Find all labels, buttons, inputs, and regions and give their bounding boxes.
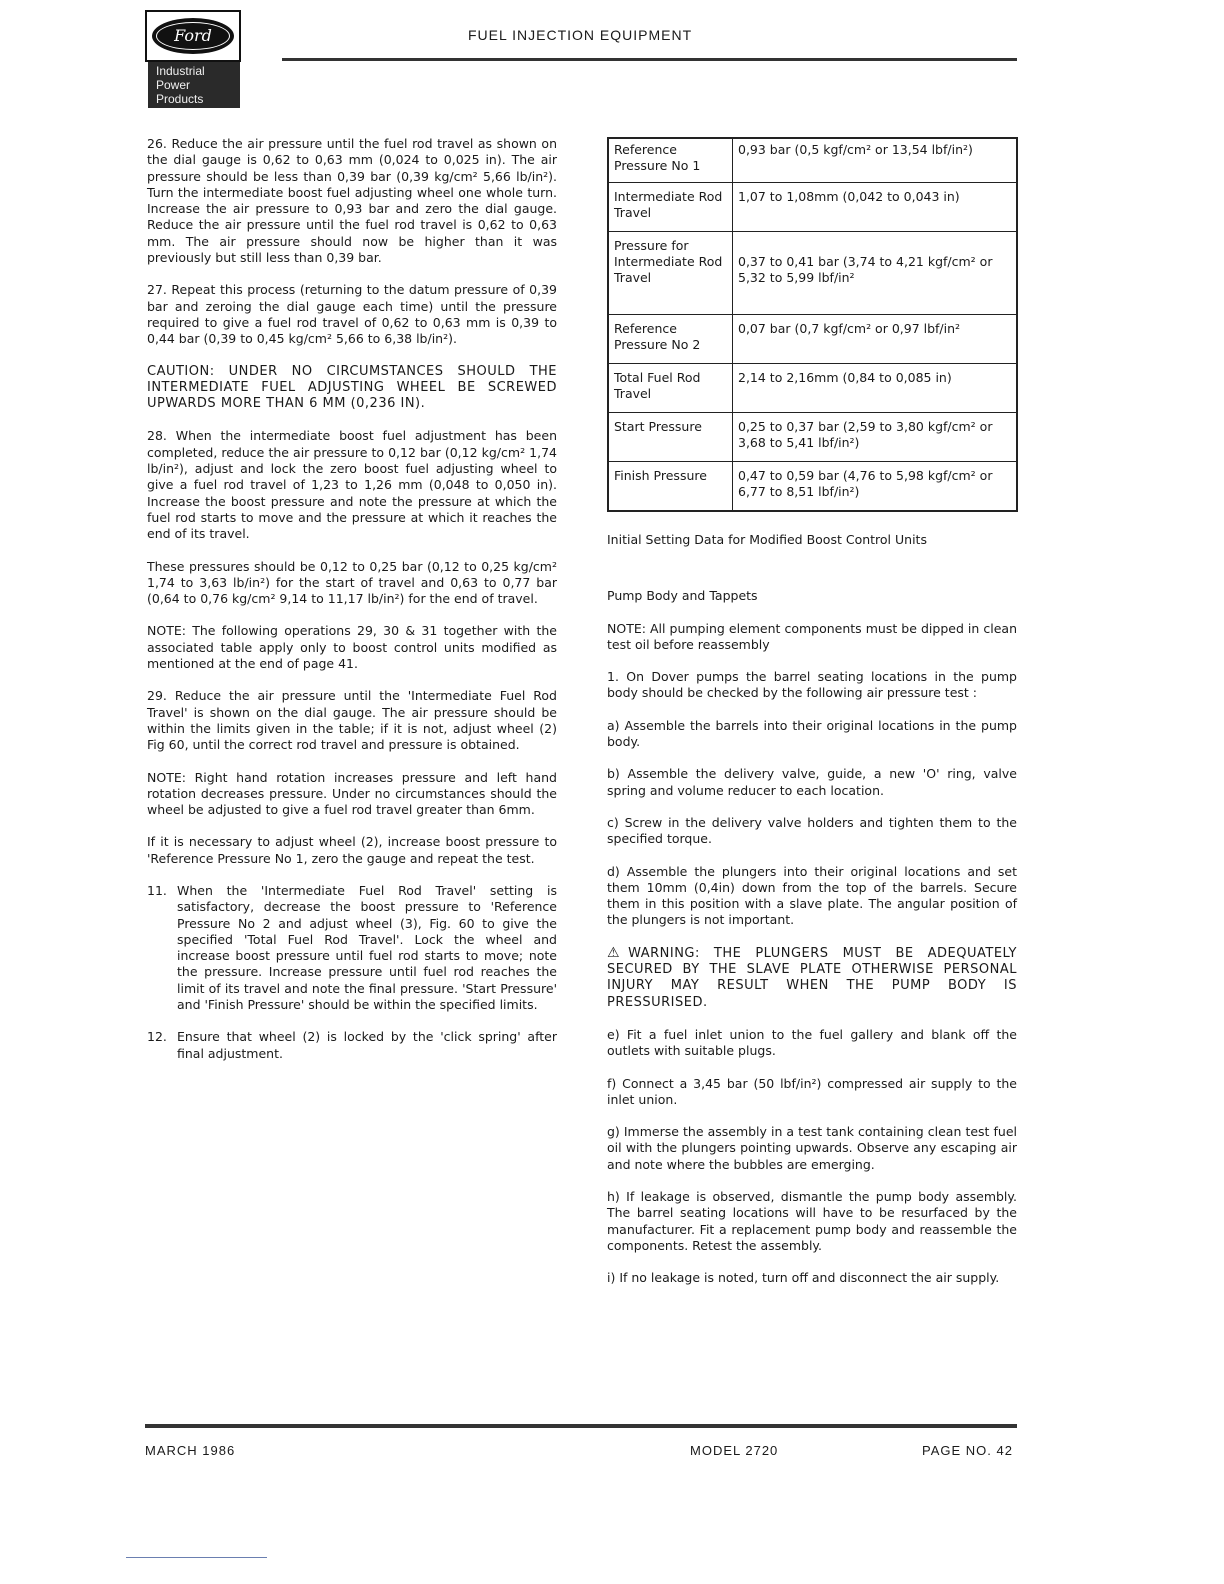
table-value: 0,93 bar (0,5 kgf/cm² or 13,54 lbf/in²) [733,138,1018,183]
step-b: b) Assemble the delivery valve, guide, a new 'O' ring, valve spring and volume reducer to each location. [607,766,1017,798]
ford-oval-emblem [152,18,234,54]
table-value: 0,07 bar (0,7 kgf/cm² or 0,97 lbf/in² [733,315,1018,364]
paragraph-if-adjust: If it is necessary to adjust wheel (2), increase boost pressure to 'Reference Pressure No 1, zero the gauge and repeat the test. [147,834,557,866]
table-value: 1,07 to 1,08mm (0,042 to 0,043 in) [733,183,1018,232]
step-e: e) Fit a fuel inlet union to the fuel gallery and blank off the outlets with suitable plugs. [607,1026,1017,1059]
footer-rule [145,1424,1017,1428]
table-label: Total Fuel Rod Travel [608,364,733,413]
paragraph-pressures: These pressures should be 0,12 to 0,25 bar (0,12 to 0,25 kg/cm² 1,74 to 3,63 lb/in²) for the start of travel and 0,63 to 0,77 bar (0,64 to 0,76 kg/cm² 9,14 to 11,17 lb/in²) for the end of travel. [147,558,557,607]
page-title: FUEL INJECTION EQUIPMENT [468,27,693,43]
brand-line: Products [156,92,204,106]
section-heading: Pump Body and Tappets [607,588,758,604]
warning-text: WARNING: THE PLUNGERS MUST BE ADEQUATELY SECURED BY THE SLAVE PLATE OTHERWISE PERSONAL INJURY MAY RESULT WHEN THE PUMP BODY IS PRESSURISED. [607,945,1017,1010]
ford-logo [145,10,241,62]
paragraph-27: 27. Repeat this process (returning to the datum pressure of 0,39 bar and zeroing the dial gauge each time) until the pressure required to give a fuel rod travel of 0,62 to 0,63 mm is 0,39 to 0,44 bar (0,39 to 0,45 kg/cm² 5,66 to 6,38 lb/in²). [147,282,557,347]
right-column [607,532,1017,1303]
note-operations: NOTE: The following operations 29, 30 & 31 together with the associated table apply only to boost control units modified as mentioned at the end of page 41. [147,623,557,672]
table-label: Intermediate Rod Travel [608,183,733,232]
table-label: Pressure for Intermediate Rod Travel [608,232,733,315]
item-text: When the 'Intermediate Fuel Rod Travel' setting is satisfactory, decrease the boost pressure to 'Reference Pressure No 2 and adjust wheel (3), Fig. 60 to give the specified 'Total Fuel Rod Travel'. Lock the wheel and increase boost pressure until fuel rod starts to move; note the pressure. Increase pressure until fuel rod reaches the limit of its travel and note the final pressure. 'Start Pressure' and 'Finish Pressure' should be within the specified limits. [177,882,557,1013]
left-column [147,136,557,1078]
table-label: Reference Pressure No 1 [608,138,733,183]
caution-text: CAUTION: UNDER NO CIRCUMSTANCES SHOULD THE INTERMEDIATE FUEL ADJUSTING WHEEL BE SCREWED UPWARDS MORE THAN 6 MM (0,236 IN). [147,363,557,412]
table-label: Start Pressure [608,413,733,462]
step-f: f) Connect a 3,45 bar (50 lbf/in²) compressed air supply to the inlet union. [607,1075,1017,1107]
table-value: 0,37 to 0,41 bar (3,74 to 4,21 kgf/cm² or 5,32 to 5,99 lbf/in² [733,232,1018,315]
table-value: 0,47 to 0,59 bar (4,76 to 5,98 kgf/cm² or 6,77 to 8,51 lbf/in²) [733,462,1018,512]
step-h: h) If leakage is observed, dismantle the pump body assembly. The barrel seating locations will have to be resurfaced by the manufacturer. Fit a replacement pump body and reassemble the components. Retest the assembly. [607,1189,1017,1253]
table-row [608,462,1017,512]
step-a: a) Assemble the barrels into their original locations in the pump body. [607,717,1017,750]
logo-text: Ford [156,22,230,50]
item-text: Ensure that wheel (2) is locked by the 'click spring' after final adjustment. [177,1029,557,1061]
warning-block [607,945,1017,1011]
table-row [608,138,1017,183]
item-12 [147,1029,557,1062]
table-row [608,364,1017,413]
item-11 [147,883,557,1013]
brand-line: Industrial [156,64,205,78]
footer-model: MODEL 2720 [690,1443,779,1458]
paragraph-28: 28. When the intermediate boost fuel adjustment has been completed, reduce the air pressure to 0,12 bar (0,12 kg/cm² 1,74 lb/in²), adjust and lock the zero boost fuel adjusting wheel to give a fuel rod travel of 1,23 to 1,26 mm (0,048 to 0,050 in). Increase the boost pressure and note the pressure at which the fuel rod starts to move and the pressure at which it reaches the end of its travel. [147,428,557,542]
brand-line: Power [156,78,191,92]
table-value: 2,14 to 2,16mm (0,84 to 0,085 in) [733,364,1018,413]
header-rule [282,58,1017,61]
footer-date: MARCH 1986 [145,1443,236,1458]
paragraph-1: 1. On Dover pumps the barrel seating locations in the pump body should be checked by the following air pressure test : [607,669,1017,701]
note-rotation: NOTE: Right hand rotation increases pressure and left hand rotation decreases pressure. Under no circumstances should the wheel be adjusted to give a fuel rod travel greater than 6mm. [147,769,557,818]
paragraph-26: 26. Reduce the air pressure until the fuel rod travel as shown on the dial gauge is 0,62 to 0,63 mm (0,024 to 0,025 in). The air pressure should be less than 0,39 bar (0,39 kg/cm² 5,66 lb/in²). Turn the intermediate boost fuel adjusting wheel one whole turn. Increase the air pressure to 0,93 bar and zero the dial gauge. Reduce the air pressure until the fuel rod travel is 0,62 to 0,63 mm. The air pressure should now be higher than it was previously but still less than 0,39 bar. [147,136,557,266]
footer-page-number: PAGE NO. 42 [922,1443,1013,1458]
setting-data-table [607,137,1018,512]
item-number: 11. [147,882,167,898]
brand-block [148,62,240,108]
table-label: Finish Pressure [608,462,733,512]
step-d: d) Assemble the plungers into their original locations and set them 10mm (0,4in) down from the top of the barrels. Secure them in this position with a slave plate. The angular position of the plungers is not important. [607,863,1017,928]
table-row [608,413,1017,462]
step-g: g) Immerse the assembly in a test tank containing clean test fuel oil with the plungers pointing upwards. Observe any escaping air and note where the bubbles are emerging. [607,1124,1017,1172]
paragraph-29: 29. Reduce the air pressure until the 'Intermediate Fuel Rod Travel' is shown on the dial gauge. The air pressure should be within the limits given in the table; if it is not, adjust wheel (2) Fig 60, until the correct rod travel and pressure is obtained. [147,688,557,753]
table-row [608,315,1017,364]
table-row [608,183,1017,232]
note-pumping: NOTE: All pumping element components must be dipped in clean test oil before reassembly [607,620,1017,652]
item-number: 12. [147,1029,167,1045]
table-caption: Initial Setting Data for Modified Boost Control Units [607,532,927,547]
warning-triangle-icon: ⚠ [607,944,621,961]
table-label: Reference Pressure No 2 [608,315,733,364]
step-i: i) If no leakage is noted, turn off and disconnect the air supply. [607,1270,1000,1286]
table-value: 0,25 to 0,37 bar (2,59 to 3,80 kgf/cm² or 3,68 to 5,41 lbf/in²) [733,413,1018,462]
table-row [608,232,1017,315]
step-c: c) Screw in the delivery valve holders and tighten them to the specified torque. [607,814,1017,847]
page-edge-line [126,1557,267,1558]
